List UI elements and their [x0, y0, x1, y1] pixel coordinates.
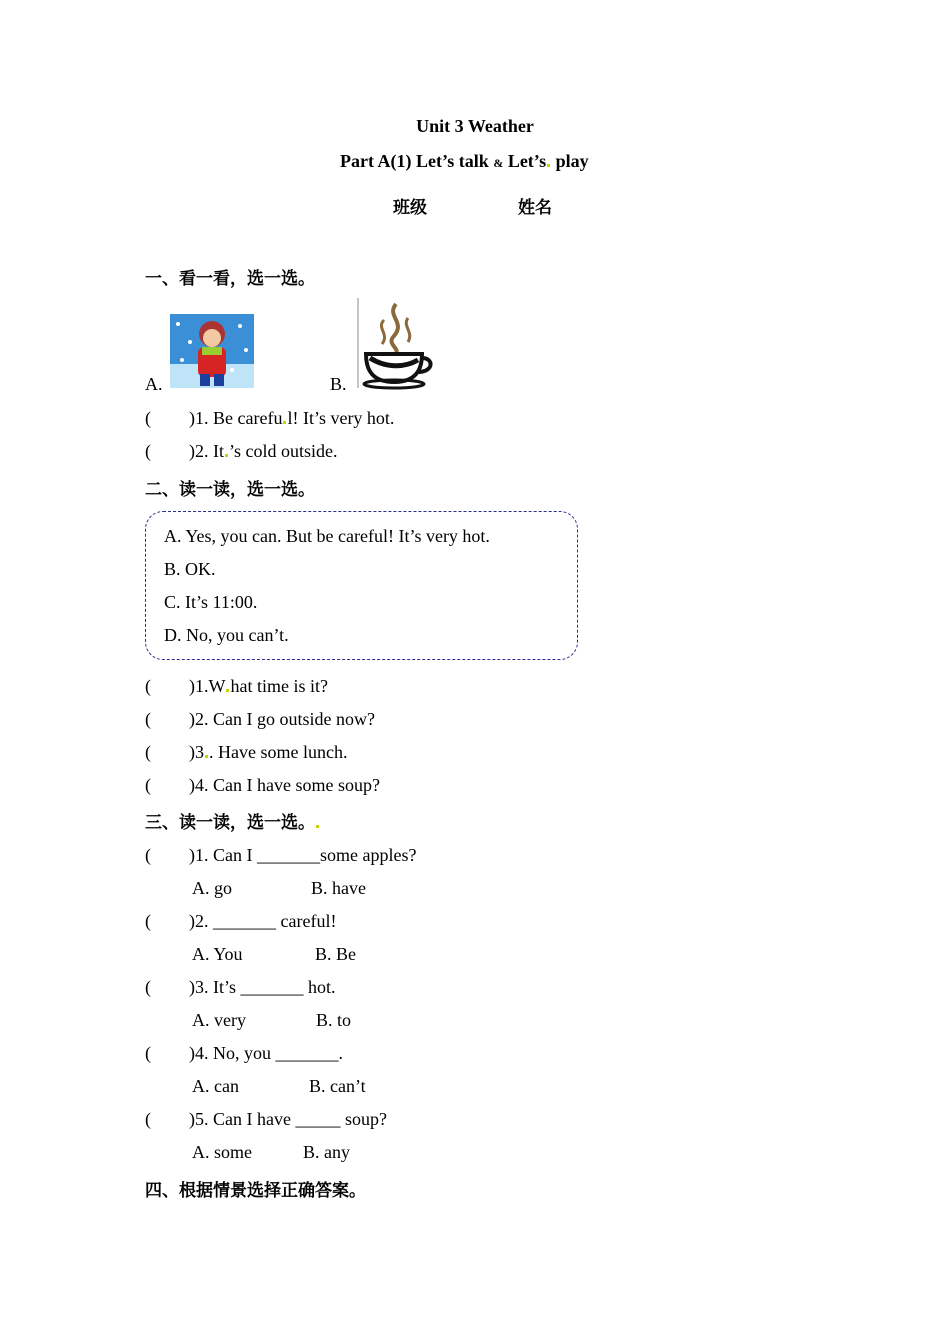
picture-a-label: A.	[145, 374, 163, 394]
option-b: B. OK.	[164, 559, 216, 579]
s2-question-1[interactable]: ( )1.W hat time is it?	[145, 676, 328, 696]
subtitle-amp: &	[493, 156, 504, 170]
s3-q5-choice-b[interactable]: B. any	[303, 1142, 350, 1162]
s1-question-2[interactable]: ( )2. It ’s cold outside.	[145, 441, 338, 461]
s3-q2-choice-b[interactable]: B. Be	[315, 944, 357, 964]
cold-girl-picture	[170, 314, 254, 388]
s3-q5-choice-a[interactable]: A. some	[192, 1142, 252, 1162]
s3-question-4[interactable]: ( )4. No, you _______.	[145, 1043, 343, 1063]
option-c: C. It’s 11:00.	[164, 592, 258, 612]
option-a: A. Yes, you can. But be careful! It’s very hot.	[164, 526, 490, 546]
s3-question-5[interactable]: ( )5. Can I have _____ soup?	[145, 1109, 387, 1129]
s3-q1-choice-b[interactable]: B. have	[311, 878, 366, 898]
s2-question-4[interactable]: ( )4. Can I have some soup?	[145, 775, 380, 795]
class-label: 班级	[393, 198, 427, 218]
s2-question-2[interactable]: ( )2. Can I go outside now?	[145, 709, 375, 729]
page-title: Unit 3 Weather	[416, 116, 534, 136]
s3-q3-choice-a[interactable]: A. very	[192, 1010, 246, 1030]
subtitle-part: Part A(1) Let’s talk	[340, 151, 489, 171]
name-label: 姓名	[518, 198, 552, 218]
s3-q4-choice-b[interactable]: B. can’t	[309, 1076, 366, 1096]
s3-question-2[interactable]: ( )2. _______ careful!	[145, 911, 337, 931]
section1-heading: 一、看一看，选一选。	[145, 269, 315, 289]
section2-heading: 二、读一读，选一选。	[145, 480, 315, 500]
s3-question-1[interactable]: ( )1. Can I _______some apples?	[145, 845, 417, 865]
s1-question-1[interactable]: ( )1. Be carefu l! It’s very hot.	[145, 408, 395, 428]
s3-q1-choice-a[interactable]: A. go	[192, 878, 232, 898]
option-d: D. No, you can’t.	[164, 625, 289, 645]
picture-b-label: B.	[330, 374, 347, 394]
s3-question-3[interactable]: ( )3. It’s _______ hot.	[145, 977, 336, 997]
section4-heading: 四、根据情景选择正确答案。	[145, 1181, 366, 1201]
subtitle-end: Let’s	[507, 151, 547, 171]
page-subtitle	[340, 151, 589, 172]
hot-cup-picture	[356, 296, 436, 390]
section3-heading: 三、读一读，选一选。	[145, 808, 320, 833]
s3-q3-choice-b[interactable]: B. to	[316, 1010, 352, 1030]
subtitle-play: play	[555, 151, 589, 171]
s3-q2-choice-a[interactable]: A. You	[192, 944, 243, 964]
s3-q4-choice-a[interactable]: A. can	[192, 1076, 239, 1096]
s2-question-3[interactable]: ( )3 . Have some lunch.	[145, 742, 348, 762]
